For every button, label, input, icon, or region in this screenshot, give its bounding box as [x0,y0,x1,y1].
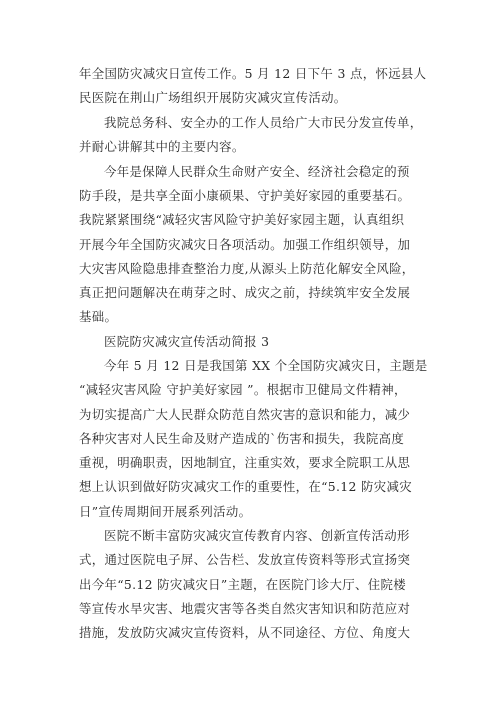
text-line: 我院紧紧围绕“减轻灾害风险守护美好家园主题，认真组织 [79,212,405,227]
text-line: 年全国防灾减灾日宣传工作。5 月 12 日下午 3 点，怀远县人 [79,66,427,81]
text-line: 等宣传水旱灾害、地震灾害等各类自然灾害知识和防范应对 [79,601,411,616]
text-line: 为切实提高广大人民群众防范自然灾害的意识和能力，减少 [79,407,411,422]
text-line: 防手段，是共享全面小康硕果、守护美好家园的重要基石。 [79,188,411,203]
text-line: 医院不断丰富防灾减灾宣传教育内容、创新宣传活动形 [104,528,410,543]
text-line: 想上认识到做好防灾减灾工作的重要性，在“5.12 防灾减灾 [79,479,412,494]
text-line: 措施，发放防灾减灾宣传资料，从不同途径、方位、角度大 [79,625,411,640]
text-line: 出今年“5.12 防灾减灾日”主题，在医院门诊大厅、住院楼 [79,577,406,592]
text-line: 真正把问题解决在萌芽之时、成灾之前，持续筑牢安全发展 [79,285,411,300]
text-line: 我院总务科、安全办的工作人员给广大市民分发宣传单， [104,115,423,130]
text-line: “减轻灾害风险 守护美好家园 ”。根据市卫健局文件精神， [79,382,407,397]
text-line: 今年 5 月 12 日是我国第 XX 个全国防灾减灾日，主题是 [104,358,428,373]
text-line: 重视，明确职责，因地制宜，注重实效，要求全院职工从思 [79,455,411,470]
text-line: 并耐心讲解其中的主要内容。 [79,139,245,154]
section-heading: 医院防灾减灾宣传活动简报 3 [104,334,270,349]
text-line: 日”宣传周期间开展系列活动。 [79,504,252,519]
text-line: 基础。 [79,309,118,324]
text-line: 开展今年全国防灾减灾日各项活动。加强工作组织领导，加 [79,237,411,252]
text-line: 式，通过医院电子屏、公告栏、发放宣传资料等形式宣扬突 [79,552,411,567]
text-line: 大灾害风险隐患排查整治力度,从源头上防范化解安全风险， [79,261,415,276]
text-line: 今年是保障人民群众生命财产安全、经济社会稳定的预 [104,164,410,179]
text-line: 各种灾害对人民生命及财产造成的`伤害和损失，我院高度 [79,431,405,446]
text-line: 民医院在荆山广场组织开展防灾减灾宣传活动。 [79,90,347,105]
